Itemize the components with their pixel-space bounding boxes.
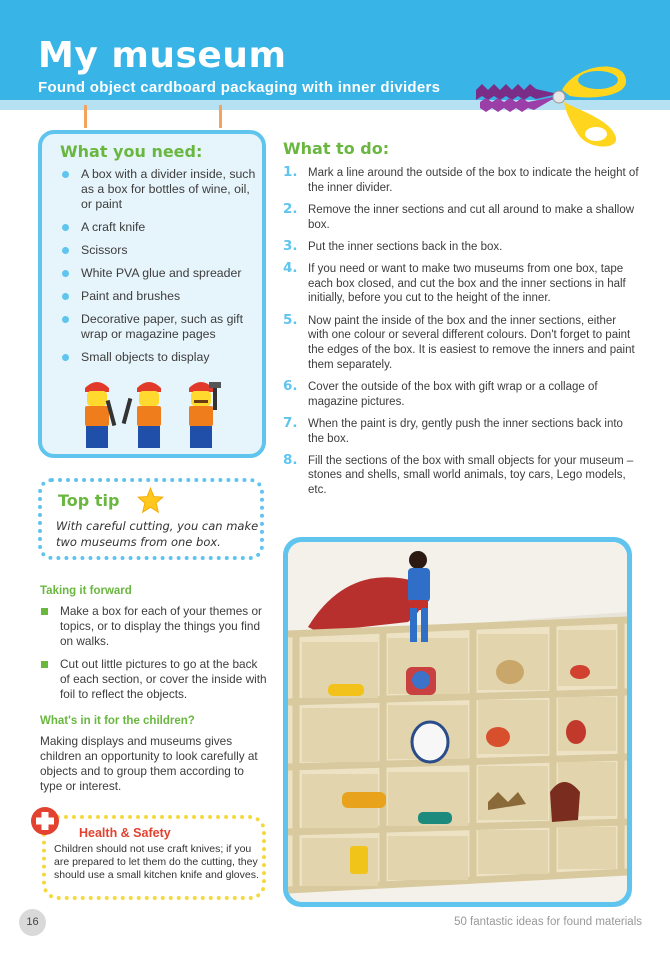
bullet-icon bbox=[62, 224, 69, 231]
list-item: Cut out little pictures to go at the back of each section, or cover the inside with foil to reflect the objects. bbox=[40, 657, 268, 702]
step-text: Mark a line around the outside of the box to indicate the height of the inner divider. bbox=[308, 167, 639, 194]
step-number: 2. bbox=[283, 200, 298, 217]
list-item: Decorative paper, such as gift wrap or magazine pages bbox=[59, 312, 259, 342]
museum-photo-frame bbox=[283, 537, 632, 907]
step-text: If you need or want to make two museums from one box, tape each box closed, and cut the box and the inner sections in half initially, before you cut to the height of the inner. bbox=[308, 263, 626, 305]
bullet-icon bbox=[62, 247, 69, 254]
top-tip-text: With careful cutting, you can make two museums from one box. bbox=[56, 519, 259, 549]
star-icon bbox=[137, 487, 164, 514]
health-safety-heading: Health & Safety bbox=[79, 826, 171, 840]
list-item: Scissors bbox=[59, 243, 259, 258]
step-number: 3. bbox=[283, 237, 298, 254]
bullet-icon bbox=[62, 171, 69, 178]
steps-list bbox=[283, 166, 639, 505]
bullet-icon bbox=[62, 316, 69, 323]
step-number: 8. bbox=[283, 451, 298, 468]
list-item: Paint and brushes bbox=[59, 289, 259, 304]
list-item: Small objects to display bbox=[59, 350, 259, 365]
bullet-icon bbox=[62, 270, 69, 277]
step-item bbox=[283, 311, 639, 373]
step-item bbox=[283, 166, 639, 195]
step-text: Cover the outside of the box with gift wrap or a collage of magazine pictures. bbox=[308, 380, 598, 408]
list-item: Make a box for each of your themes or topics, or to display the things you find on walks. bbox=[40, 604, 268, 649]
whats-in-it-heading: What's in it for the children? bbox=[40, 715, 195, 727]
materials-list bbox=[59, 167, 259, 373]
page-number: 16 bbox=[19, 909, 46, 936]
list-item: A craft knife bbox=[59, 220, 259, 235]
step-text: Fill the sections of the box with small objects for your museum – stones and shells, small world animals, toy cars, Lego models, etc. bbox=[308, 454, 634, 497]
taking-forward-list bbox=[40, 604, 268, 710]
health-safety-text: Children should not use craft knives; if you are prepared to let them do the cutting, they should use a small kitchen knife and gloves. bbox=[54, 843, 259, 881]
what-you-need-panel bbox=[38, 130, 266, 458]
top-tip-panel bbox=[38, 478, 264, 560]
footer-book-title: 50 fantastic ideas for found materials bbox=[454, 916, 642, 928]
page-title: My museum bbox=[38, 35, 287, 76]
step-number: 5. bbox=[283, 311, 298, 328]
first-aid-cross-icon bbox=[30, 806, 60, 836]
step-text: Put the inner sections back in the box. bbox=[308, 240, 503, 253]
page-subtitle: Found object cardboard packaging with inner dividers bbox=[38, 79, 441, 96]
lego-figures-image bbox=[77, 378, 227, 450]
museum-photo bbox=[288, 542, 627, 902]
step-number: 1. bbox=[283, 164, 298, 180]
what-you-need-heading: What you need: bbox=[60, 142, 203, 161]
museum-box-illustration bbox=[288, 542, 627, 902]
square-bullet-icon bbox=[41, 608, 48, 615]
health-safety-panel bbox=[42, 815, 266, 900]
square-bullet-icon bbox=[41, 661, 48, 668]
top-tip-heading: Top tip bbox=[58, 491, 120, 510]
step-text: Now paint the inside of the box and the inner sections, either with one colour or several different colours. Don't forget to paint the edges of the box. It is easiest to remove the inners and paint them separately. bbox=[308, 314, 635, 371]
step-text: Remove the inner sections and cut all around to make a shallow box. bbox=[308, 203, 635, 231]
step-number: 6. bbox=[283, 377, 298, 394]
taking-forward-heading: Taking it forward bbox=[40, 585, 132, 597]
bullet-icon bbox=[62, 354, 69, 361]
list-item: White PVA glue and spreader bbox=[59, 266, 259, 281]
list-item: A box with a divider inside, such as a box for bottles of wine, oil, or paint bbox=[59, 167, 259, 212]
whats-in-it-text: Making displays and museums gives children an opportunity to look carefully at objects and to group them according to type or interest. bbox=[40, 734, 258, 793]
scissors-icon bbox=[466, 54, 634, 152]
step-number: 4. bbox=[283, 260, 298, 277]
bullet-icon bbox=[62, 293, 69, 300]
step-item bbox=[283, 451, 639, 498]
step-item bbox=[283, 377, 639, 409]
hanging-string-right bbox=[219, 105, 222, 128]
step-item bbox=[283, 414, 639, 446]
step-text: When the paint is dry, gently push the inner sections back into the box. bbox=[308, 417, 623, 445]
hanging-string-left bbox=[84, 105, 87, 128]
step-number: 7. bbox=[283, 414, 298, 431]
step-item bbox=[283, 262, 639, 306]
step-item bbox=[283, 200, 639, 232]
what-to-do-heading: What to do: bbox=[283, 139, 390, 158]
step-item bbox=[283, 237, 639, 255]
